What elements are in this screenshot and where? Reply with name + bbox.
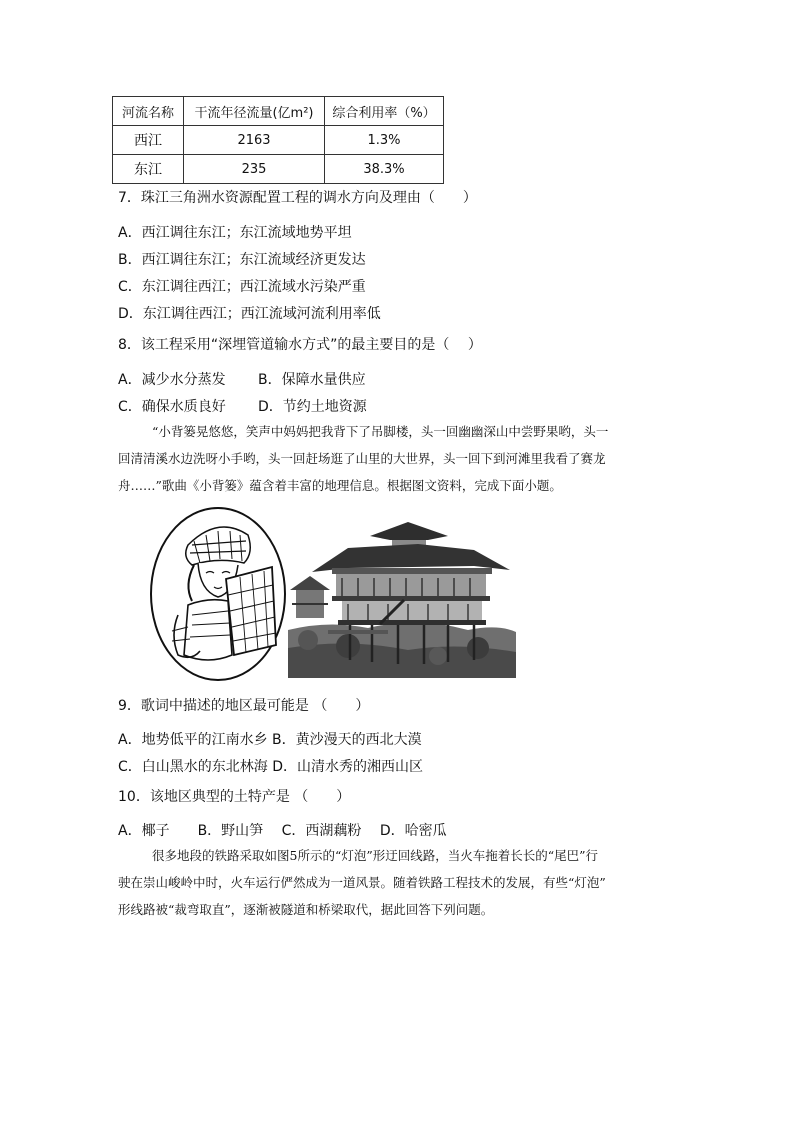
passage-line: 舟……”歌曲《小背篓》蕴含着丰富的地理信息。根据图文资料，完成下面小题。 — [118, 478, 562, 493]
song-passage — [118, 418, 688, 499]
railway-passage — [118, 842, 688, 923]
woman-with-basket-illustration — [148, 505, 288, 683]
question-9-stem: 9．歌词中描述的地区最可能是 （ ） — [118, 698, 370, 714]
table-header-cell: 河流名称 — [113, 97, 184, 126]
table-row — [113, 126, 444, 155]
table-cell: 1.3% — [325, 126, 444, 155]
question-8-option-a[interactable]: A．减少水分蒸发 — [118, 372, 226, 388]
stilted-building-photo — [288, 520, 516, 678]
passage-line: 回清清溪水边洗呀小手哟，头一回赶场逛了山里的大世界，头一回下到河滩里我看了赛龙 — [118, 451, 606, 466]
passage-line: “小背篓晃悠悠，笑声中妈妈把我背下了吊脚楼，头一回幽幽深山中尝野果哟，头一 — [152, 424, 609, 439]
question-7-option-b[interactable]: B．西江调往东江；东江流域经济更发达 — [118, 252, 366, 268]
question-7-stem: 7．珠江三角洲水资源配置工程的调水方向及理由（ ） — [118, 190, 477, 206]
question-7-option-d[interactable]: D．东江调往西江；西江流域河流利用率低 — [118, 306, 381, 322]
table-row — [113, 155, 444, 184]
question-7-option-a[interactable]: A．西江调往东江；东江流域地势平坦 — [118, 225, 352, 241]
question-9-options-cd[interactable]: C．白山黑水的东北林海 D．山清水秀的湘西山区 — [118, 759, 424, 775]
question-8-option-d[interactable]: D．节约土地资源 — [258, 399, 367, 415]
table-cell: 东江 — [113, 155, 184, 184]
question-9-options-ab[interactable]: A．地势低平的江南水乡 B．黄沙漫天的西北大漠 — [118, 732, 422, 748]
question-8-option-c[interactable]: C．确保水质良好 — [118, 399, 226, 415]
table-cell: 西江 — [113, 126, 184, 155]
table-cell: 38.3% — [325, 155, 444, 184]
table-cell: 2163 — [184, 126, 325, 155]
passage-line: 很多地段的铁路采取如图5所示的“灯泡”形迂回线路，当火车拖着长长的“尾巴”行 — [152, 848, 599, 863]
question-10-options[interactable]: A．椰子 B．野山笋 C．西湖藕粉 D．哈密瓜 — [118, 823, 447, 839]
passage-line: 驶在崇山峻岭中时，火车运行俨然成为一道风景。随着铁路工程技术的发展，有些“灯泡” — [118, 875, 606, 890]
table-cell: 235 — [184, 155, 325, 184]
passage-line: 形线路被“裁弯取直”，逐渐被隧道和桥梁取代，据此回答下列问题。 — [118, 902, 494, 917]
question-8-stem: 8．该工程采用“深埋管道输水方式”的最主要目的是（ ） — [118, 337, 482, 353]
question-7-option-c[interactable]: C．东江调往西江；西江流域水污染严重 — [118, 279, 366, 295]
table-header-cell: 综合利用率（%） — [325, 97, 444, 126]
question-10-stem: 10．该地区典型的土特产是 （ ） — [118, 789, 351, 805]
table-header-cell: 干流年径流量(亿m²) — [184, 97, 325, 126]
table-header-row — [113, 97, 444, 126]
river-data-table — [112, 96, 444, 184]
question-8-option-b[interactable]: B．保障水量供应 — [258, 372, 366, 388]
